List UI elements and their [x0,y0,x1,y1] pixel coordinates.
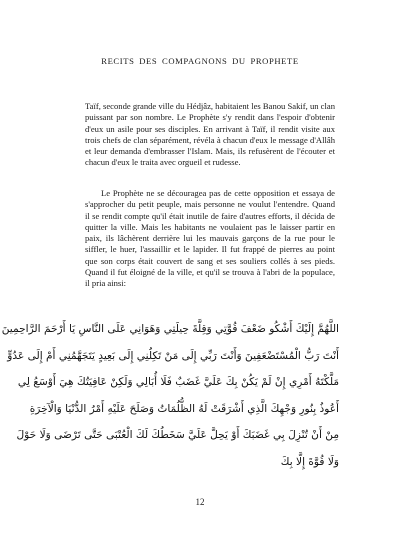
arabic-prayer-line: أَعُوذُ بِنُورِ وَجْهِكَ الَّذِي أَشْرَقَتْ لَهُ الظُّلُمَاتُ وَصَلَحَ عَلَيْهِ أَمْرُ الدُّنْيَا وَالْآخِرَةِ [29,402,339,415]
arabic-prayer-line: وَلَا قُوَّةَ إِلَّا بِكَ [280,455,339,468]
arabic-prayer-line: مَلَّكْتَهُ أَمْرِي إِنْ لَمْ يَكُنْ بِكَ عَلَيَّ غَضَبٌ فَلَا أُبَالِي وَلَكِنْ عَافِيَتُكَ هِيَ أَوْسَعُ لِي [17,376,339,388]
arabic-prayer-line: مِنْ أَنْ تُنْزِلَ بِي غَضَبَكَ أَوْ يَحِلَّ عَلَيَّ سَخَطُكَ لَكَ الْعُتْبَى حَتَّى تَرْضَى وَلَا حَوْلَ [16,429,339,441]
arabic-prayer-line: اللَّهُمَّ إِلَيْكَ أَشْكُو ضَعْفَ قُوَّتِي وَقِلَّةَ حِيلَتِي وَهَوَانِي عَلَى النَّاسِ يَا أَرْحَمَ الرَّاحِمِينَ [1,323,339,335]
arabic-prayer-line: أَنْتَ رَبُّ الْمُسْتَضْعَفِينَ وَأَنْتَ رَبِّي إِلَى مَنْ تَكِلُنِي إِلَى بَعِيدٍ يَتَجَهَّمُنِي أَمْ إِلَى عَدُوٍّ [7,349,339,362]
page-number: 12 [195,497,205,507]
running-title: RECITS DES COMPAGNONS DU PROPHETE [101,56,299,66]
arabic-prayer [1,316,339,475]
paragraph-2: Le Prophète ne se découragea pas de cette opposition et essaya de s'approcher du petit peuple, mais personne ne voulut l'entendre. Quand il se rendit compte qu'il était inutile de faire d'autres efforts, il décida de quitter la ville. Mais les habitants ne voulaient pas le laisser partir en paix, ils lâchèrent derrière lui les mauvais garçons de la rue pour le siffler, le huer, l'assaillir et le lapider. Il fut frappé de pierres au point que son corps était couvert de sang et ses souliers collés à ses pieds. Quand il fut éloigné de la ville, et qu'il se trouva à l'abri de la populace, il pria ainsi: [85,188,335,288]
paragraph-1: Taïf, seconde grande ville du Hédjâz, habitaient les Banou Sakif, un clan puissant par son nombre. Le Prophète s'y rendit dans l'espoir d'obtenir d'eux un asile pour ses disciples. En arrivant à Taïf, il rendit visite aux trois chefs de clan séparément, révéla à chacun d'eux le message d'Allâh et leur demanda d'embrasser l'Islam. Mais, ils refusèrent de l'écouter et chacun d'eux le traita avec orgueil et rudesse. [85,101,335,168]
